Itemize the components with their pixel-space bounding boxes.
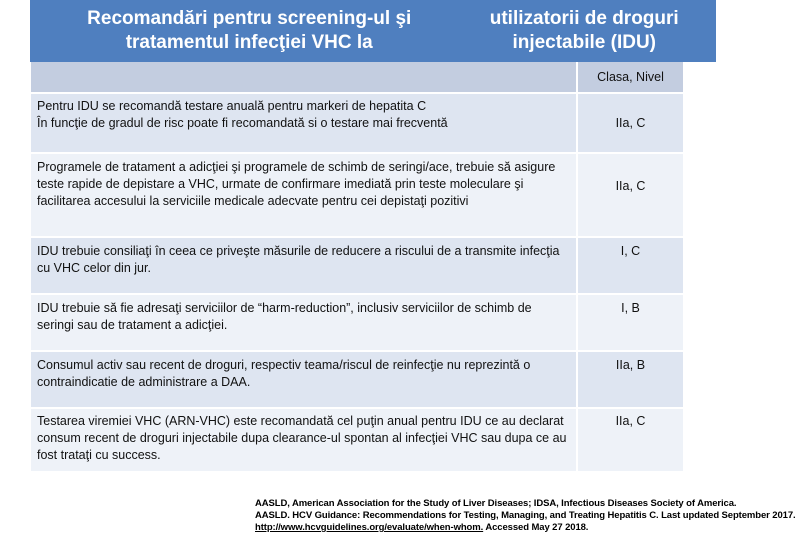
class-level-header: Clasa, Nivel bbox=[577, 62, 684, 93]
title-line-1: Recomandări pentru screening-ul şi tratamentul infecţiei VHC la bbox=[87, 8, 412, 53]
recommendations-table bbox=[31, 62, 685, 473]
recommendation-text: Consumul activ sau recent de droguri, respectiv teama/riscul de reinfecţie nu reprezintă o contraindicatie de administrare a DAA. bbox=[31, 351, 577, 408]
table-row bbox=[31, 93, 684, 153]
table-header-row bbox=[31, 62, 684, 93]
table-row bbox=[31, 294, 684, 351]
class-level: IIa, C bbox=[577, 153, 684, 237]
class-level: IIa, C bbox=[577, 93, 684, 153]
slide-title bbox=[30, 0, 716, 62]
class-level: IIa, C bbox=[577, 408, 684, 472]
recommendation-text: IDU trebuie consiliaţi în ceea ce priveşte măsurile de reducere a riscului de a transmite infecţia cu VHC celor din jur. bbox=[31, 237, 577, 294]
table-row bbox=[31, 153, 684, 237]
table-row bbox=[31, 351, 684, 408]
citation-line-1: AASLD, American Association for the Study of Liver Diseases; IDSA, Infectious Diseases Society of America. bbox=[255, 498, 737, 509]
recommendation-header bbox=[31, 62, 577, 93]
citation-link[interactable]: http://www.hcvguidelines.org/evaluate/when-whom. bbox=[255, 522, 484, 533]
citation-line-2: AASLD. HCV Guidance: Recommendations for Testing, Managing, and Treating Hepatitis C. Last updated September 2017. bbox=[255, 510, 796, 521]
recommendation-text: Testarea viremiei VHC (ARN-VHC) este recomandată cel puţin anual pentru IDU ce au declarat consum recent de droguri injectabile dupa clearance-ul spontan al infecţiei VHC sau dupa ce au fost trataţi cu success. bbox=[31, 408, 577, 472]
class-level: I, C bbox=[577, 237, 684, 294]
recommendation-text: Programele de tratament a adicţiei şi programele de schimb de seringi/ace, trebuie să asigure teste rapide de depistare a VHC, urmate de confirmare imediată prin teste moleculare şi facilitarea accesului la serviciile medicale adecvate pentru cei depistaţi pozitivi bbox=[31, 153, 577, 237]
table-row bbox=[31, 408, 684, 472]
citation-accessed: Accessed May 27 2018. bbox=[483, 522, 589, 533]
class-level: I, B bbox=[577, 294, 684, 351]
recommendation-text: IDU trebuie să fie adresaţi serviciilor de “harm-reduction”, inclusiv serviciilor de schimb de seringi sau de tratament a adicţiei. bbox=[31, 294, 577, 351]
recommendation-text: Pentru IDU se recomandă testare anuală pentru markeri de hepatita C În funcţie de gradul de risc poate fi recomandată si o testare mai frecventă bbox=[31, 93, 577, 153]
citation-line-3 bbox=[255, 522, 717, 534]
class-level: IIa, B bbox=[577, 351, 684, 408]
title-line-2: utilizatorii de droguri injectabile (IDU) bbox=[489, 8, 679, 53]
table-row bbox=[31, 237, 684, 294]
source-citation bbox=[255, 498, 796, 534]
